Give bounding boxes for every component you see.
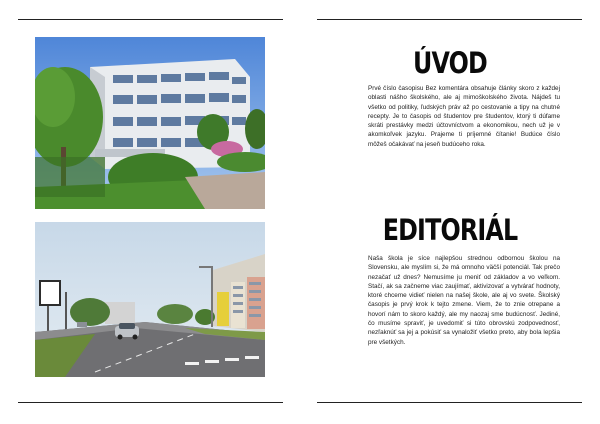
editorial-title: EDITORIÁL: [382, 213, 518, 247]
intro-paragraph: Prvé číslo časopisu Bez komentára obsahuje články skoro z každej oblasti nášho školského, ale aj mimoškolského života. Nájdeš tu všetko od politiky, ľudských práv až po cestovanie a tipy na chutné recepty. Je to časopis od študentov pre študentov, ktorý ti dúfame skráti prestávky medzi účtovníctvom a ekonomikou, nech už je v akomkoľvek jazyku. Prajeme ti príjemné čítanie! Budúce číslo môžeš očakávať na jeseň budúceho roka.: [368, 85, 560, 148]
school-building-photo: [35, 37, 265, 209]
street-view-photo: [35, 222, 265, 377]
editorial-paragraph: Naša škola je síce najlepšou strednou odbornou školou na Slovensku, ale myslím si, že má omnoho väčší potenciál. Tak prečo nezačať už dnes? Nemusíme ju meniť od základov a vo veľkom. Stačí, ak sa začneme viac zaujímať, aktivizovať a vytvárať hodnoty, ktoré chceme vidieť nielen na našej škole, ale aj vo svete. Školský časopis je prvý krok k tejto zmene. Viem, že to znie otrepane a hovorí nám to skoro každý, ale my naozaj sme budúcnosť. Jediné, čo musíme spraviť, je uvedomiť si túto obrovskú zodpovednosť, nezľaknúť sa jej a pokúsiť sa vynaložiť všetko preto, aby bola lepšia pre všetkých.: [368, 255, 560, 346]
right-page-top-rule: [317, 19, 582, 20]
left-page-top-rule: [18, 19, 283, 20]
intro-title: ÚVOD: [413, 46, 487, 80]
right-page-bottom-rule: [317, 402, 582, 403]
left-page-bottom-rule: [18, 402, 283, 403]
